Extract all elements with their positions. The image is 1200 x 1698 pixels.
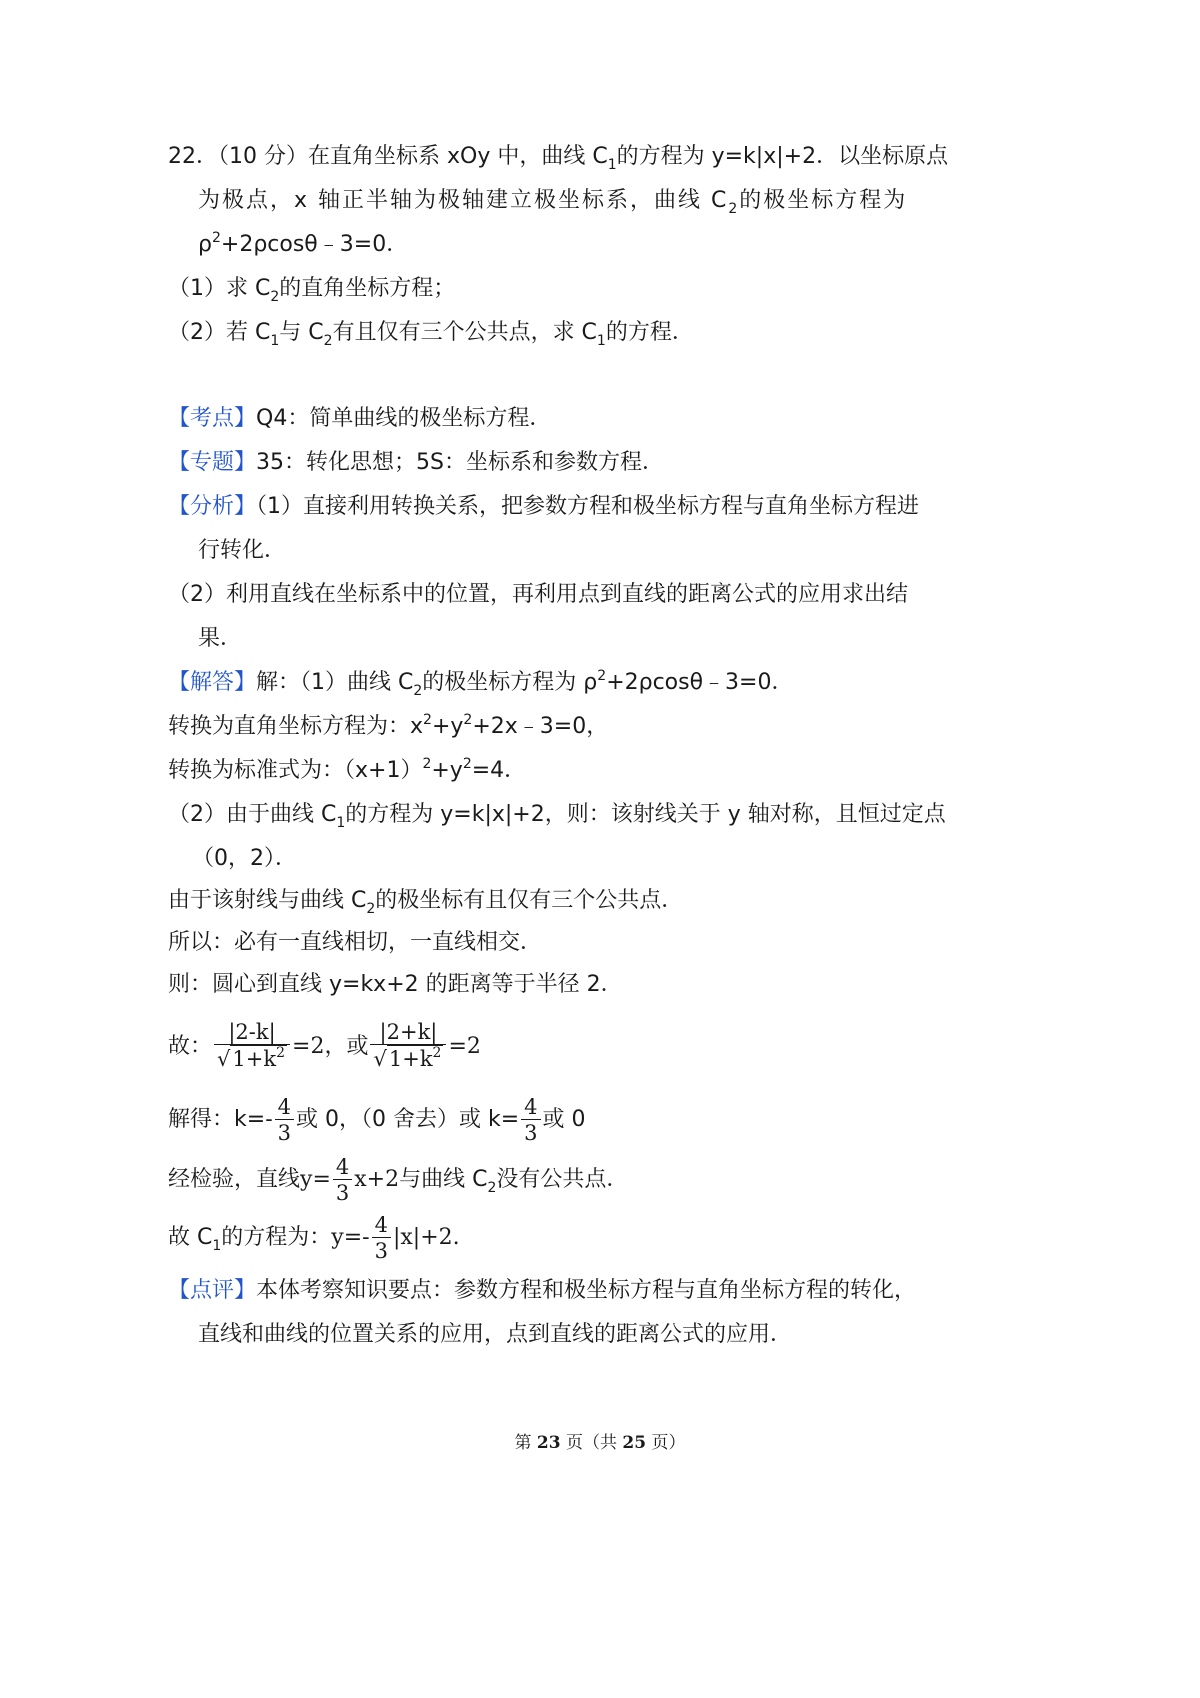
fenxi-tag: 【分析】 (168, 494, 257, 519)
jieda-line-6: 由于该射线与曲线 $C_2$的极坐标有且仅有三个公共点． (168, 888, 684, 917)
dianping-tag: 【点评】 (168, 1278, 257, 1303)
fraction-4-3-line: $\frac{4}{3}$ (333, 1155, 352, 1206)
fraction-neg-4-3: $\frac{4}{3}$ (275, 1095, 294, 1146)
jieda-verify: 经检验，直线y= $\frac{4}{3}$ x+2与曲线 $C_2$没有公共点． (168, 1154, 629, 1205)
jieda-final: 故 $C_1$的方程为：y=- $\frac{4}{3}$ |x|+2. (168, 1212, 460, 1263)
fenxi-line-1: 【分析】（1）直接利用转换关系，把参数方程和极坐标方程与直角坐标方程进 (168, 494, 920, 519)
jieda-line-4: （2）由于曲线 $C_1$的方程为 y=k|x|+2，则：该射线关于 y 轴对称，且恒过定点 (168, 802, 946, 831)
jieda-distance-equation: 故： $\frac{|2-k|}{√1+k^2}$ =2，或 $\frac{|2+k|}{√1+k^2}$ =2 (168, 1018, 481, 1076)
dianping-line-1: 【点评】本体考察知识要点：参数方程和极坐标方程与直角坐标方程的转化， (168, 1278, 917, 1303)
question-part-2: （2）若 $C_1$与 $C_2$有且仅有三个公共点，求 $C_1$的方程． (168, 320, 694, 349)
jieda-line-2: 转换为直角坐标方程为：$x^2+y^2+2x﹣3=0$， (168, 712, 609, 739)
jieda-line-7: 所以：必有一直线相切，一直线相交． (168, 930, 543, 955)
jieda-line-1: 【解答】解：（1）曲线 $C_2$的极坐标方程为 $\rho^2+2\rho\cos\theta﹣3=0$． (168, 668, 794, 699)
jieda-solve-k: 解得：k=- $\frac{4}{3}$ 或 0，（0 舍去）或 k= $\frac{4}{3}$ 或 0 (168, 1094, 586, 1145)
question-line-3: $\rho^2+2\rho\cos\theta﹣3=0$． (198, 230, 409, 257)
question-line-1: 22．（10 分）在直角坐标系 xOy 中，曲线 $C_1$的方程为 y=k|x|+2．以坐标原点 (168, 144, 949, 173)
fenxi-line-2: 行转化． (198, 538, 287, 563)
question-number: 22． (168, 144, 218, 169)
fraction-4-3-final: $\frac{4}{3}$ (372, 1213, 391, 1264)
jieda-line-3: 转换为标准式为：$(x+1)^2+y^2=4$． (168, 756, 527, 783)
current-page-number: 23 (536, 1433, 561, 1453)
fraction-1: $\frac{|2-k|}{√1+k^2}$ (214, 1020, 290, 1075)
jieda-line-5: （0，2）． (192, 846, 297, 871)
dianping-line-2: 直线和曲线的位置关系的应用，点到直线的距离公式的应用． (198, 1322, 793, 1347)
question-line-2: 为极点，x 轴正半轴为极轴建立极坐标系，曲线 $C_2$的极坐标方程为 (198, 188, 908, 217)
fenxi-line-3: （2）利用直线在坐标系中的位置，再利用点到直线的距离公式的应用求出结 (168, 582, 908, 607)
kaodian-tag: 【考点】 (168, 406, 257, 431)
fraction-4-3: $\frac{4}{3}$ (521, 1095, 540, 1146)
fenxi-line-4: 果． (198, 626, 243, 651)
zhuanti-tag: 【专题】 (168, 450, 257, 475)
sqrt-icon: √ (373, 1046, 387, 1071)
zhuanti-line: 【专题】35：转化思想；5S：坐标系和参数方程． (168, 450, 664, 475)
page-footer: 第 23 页（共 25 页） (514, 1433, 686, 1453)
kaodian-line: 【考点】Q4：简单曲线的极坐标方程． (168, 406, 552, 431)
fraction-2: $\frac{|2+k|}{√1+k^2}$ (370, 1020, 446, 1075)
question-part-1: （1）求 $C_2$的直角坐标方程； (168, 276, 456, 305)
jieda-tag: 【解答】 (168, 670, 257, 695)
total-pages: 25 (622, 1433, 647, 1453)
jieda-line-8: 则：圆心到直线 y=kx+2 的距离等于半径 2． (168, 972, 623, 997)
sqrt-icon: √ (217, 1046, 231, 1071)
